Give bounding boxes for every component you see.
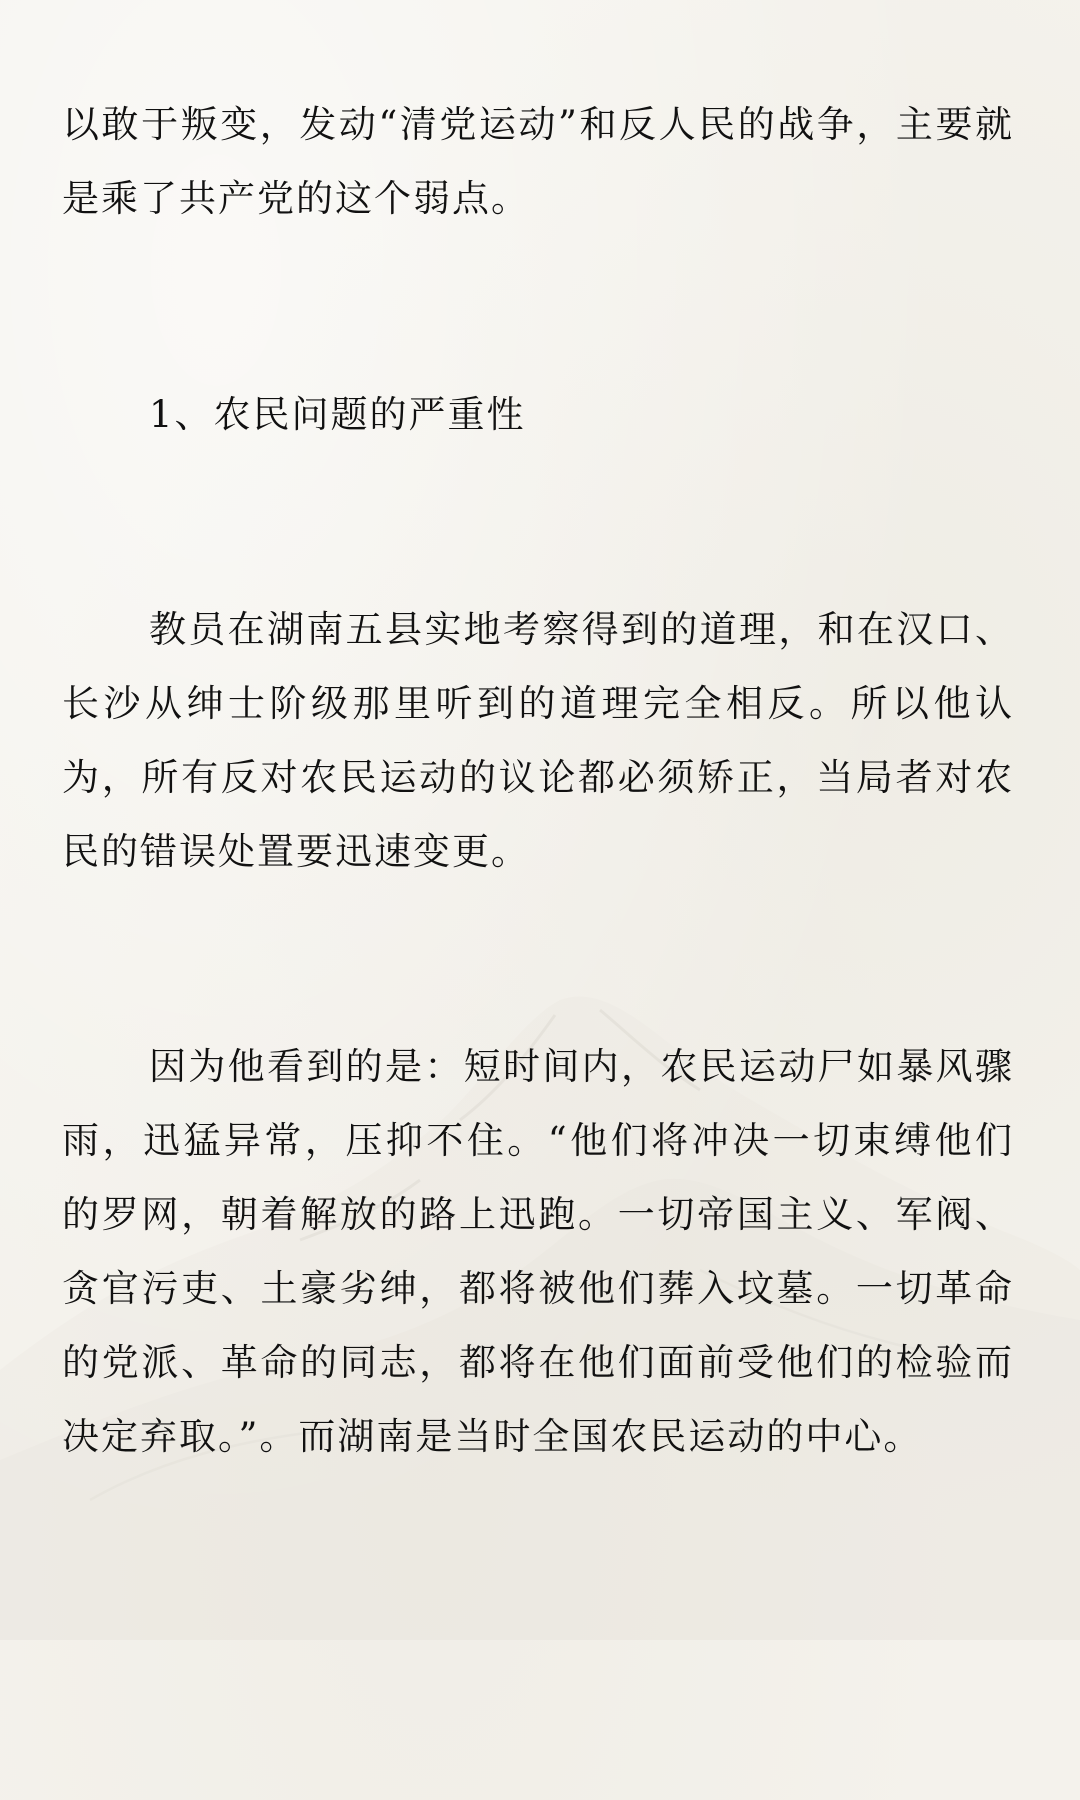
paragraph-body-2: 因为他看到的是：短时间内，农民运动尸如暴风骤雨，迅猛异常，压抑不住。“他们将冲决一切束缚他们的罗网，朝着解放的路上迅跑。一切帝国主义、军阀、贪官污吏、土豪劣绅，都将被他们葬入坟墓。一切革命的党派、革命的同志，都将在他们面前受他们的检验而决定弃取。”。而湖南是当时全国农民运动的中心。 — [62, 1045, 1014, 1458]
section-heading: 1、农民问题的严重性 — [149, 393, 526, 436]
article-content — [62, 88, 1014, 1474]
paragraph-intro-continuation: 以敢于叛变，发动“清党运动”和反人民的战争，主要就是乘了共产党的这个弱点。 — [62, 103, 1014, 220]
paragraph-body-1: 教员在湖南五县实地考察得到的道理，和在汉口、长沙从绅士阶级那里听到的道理完全相反。所以他认为，所有反对农民运动的议论都必须矫正，当局者对农民的错误处置要迅速变更。 — [62, 608, 1014, 873]
